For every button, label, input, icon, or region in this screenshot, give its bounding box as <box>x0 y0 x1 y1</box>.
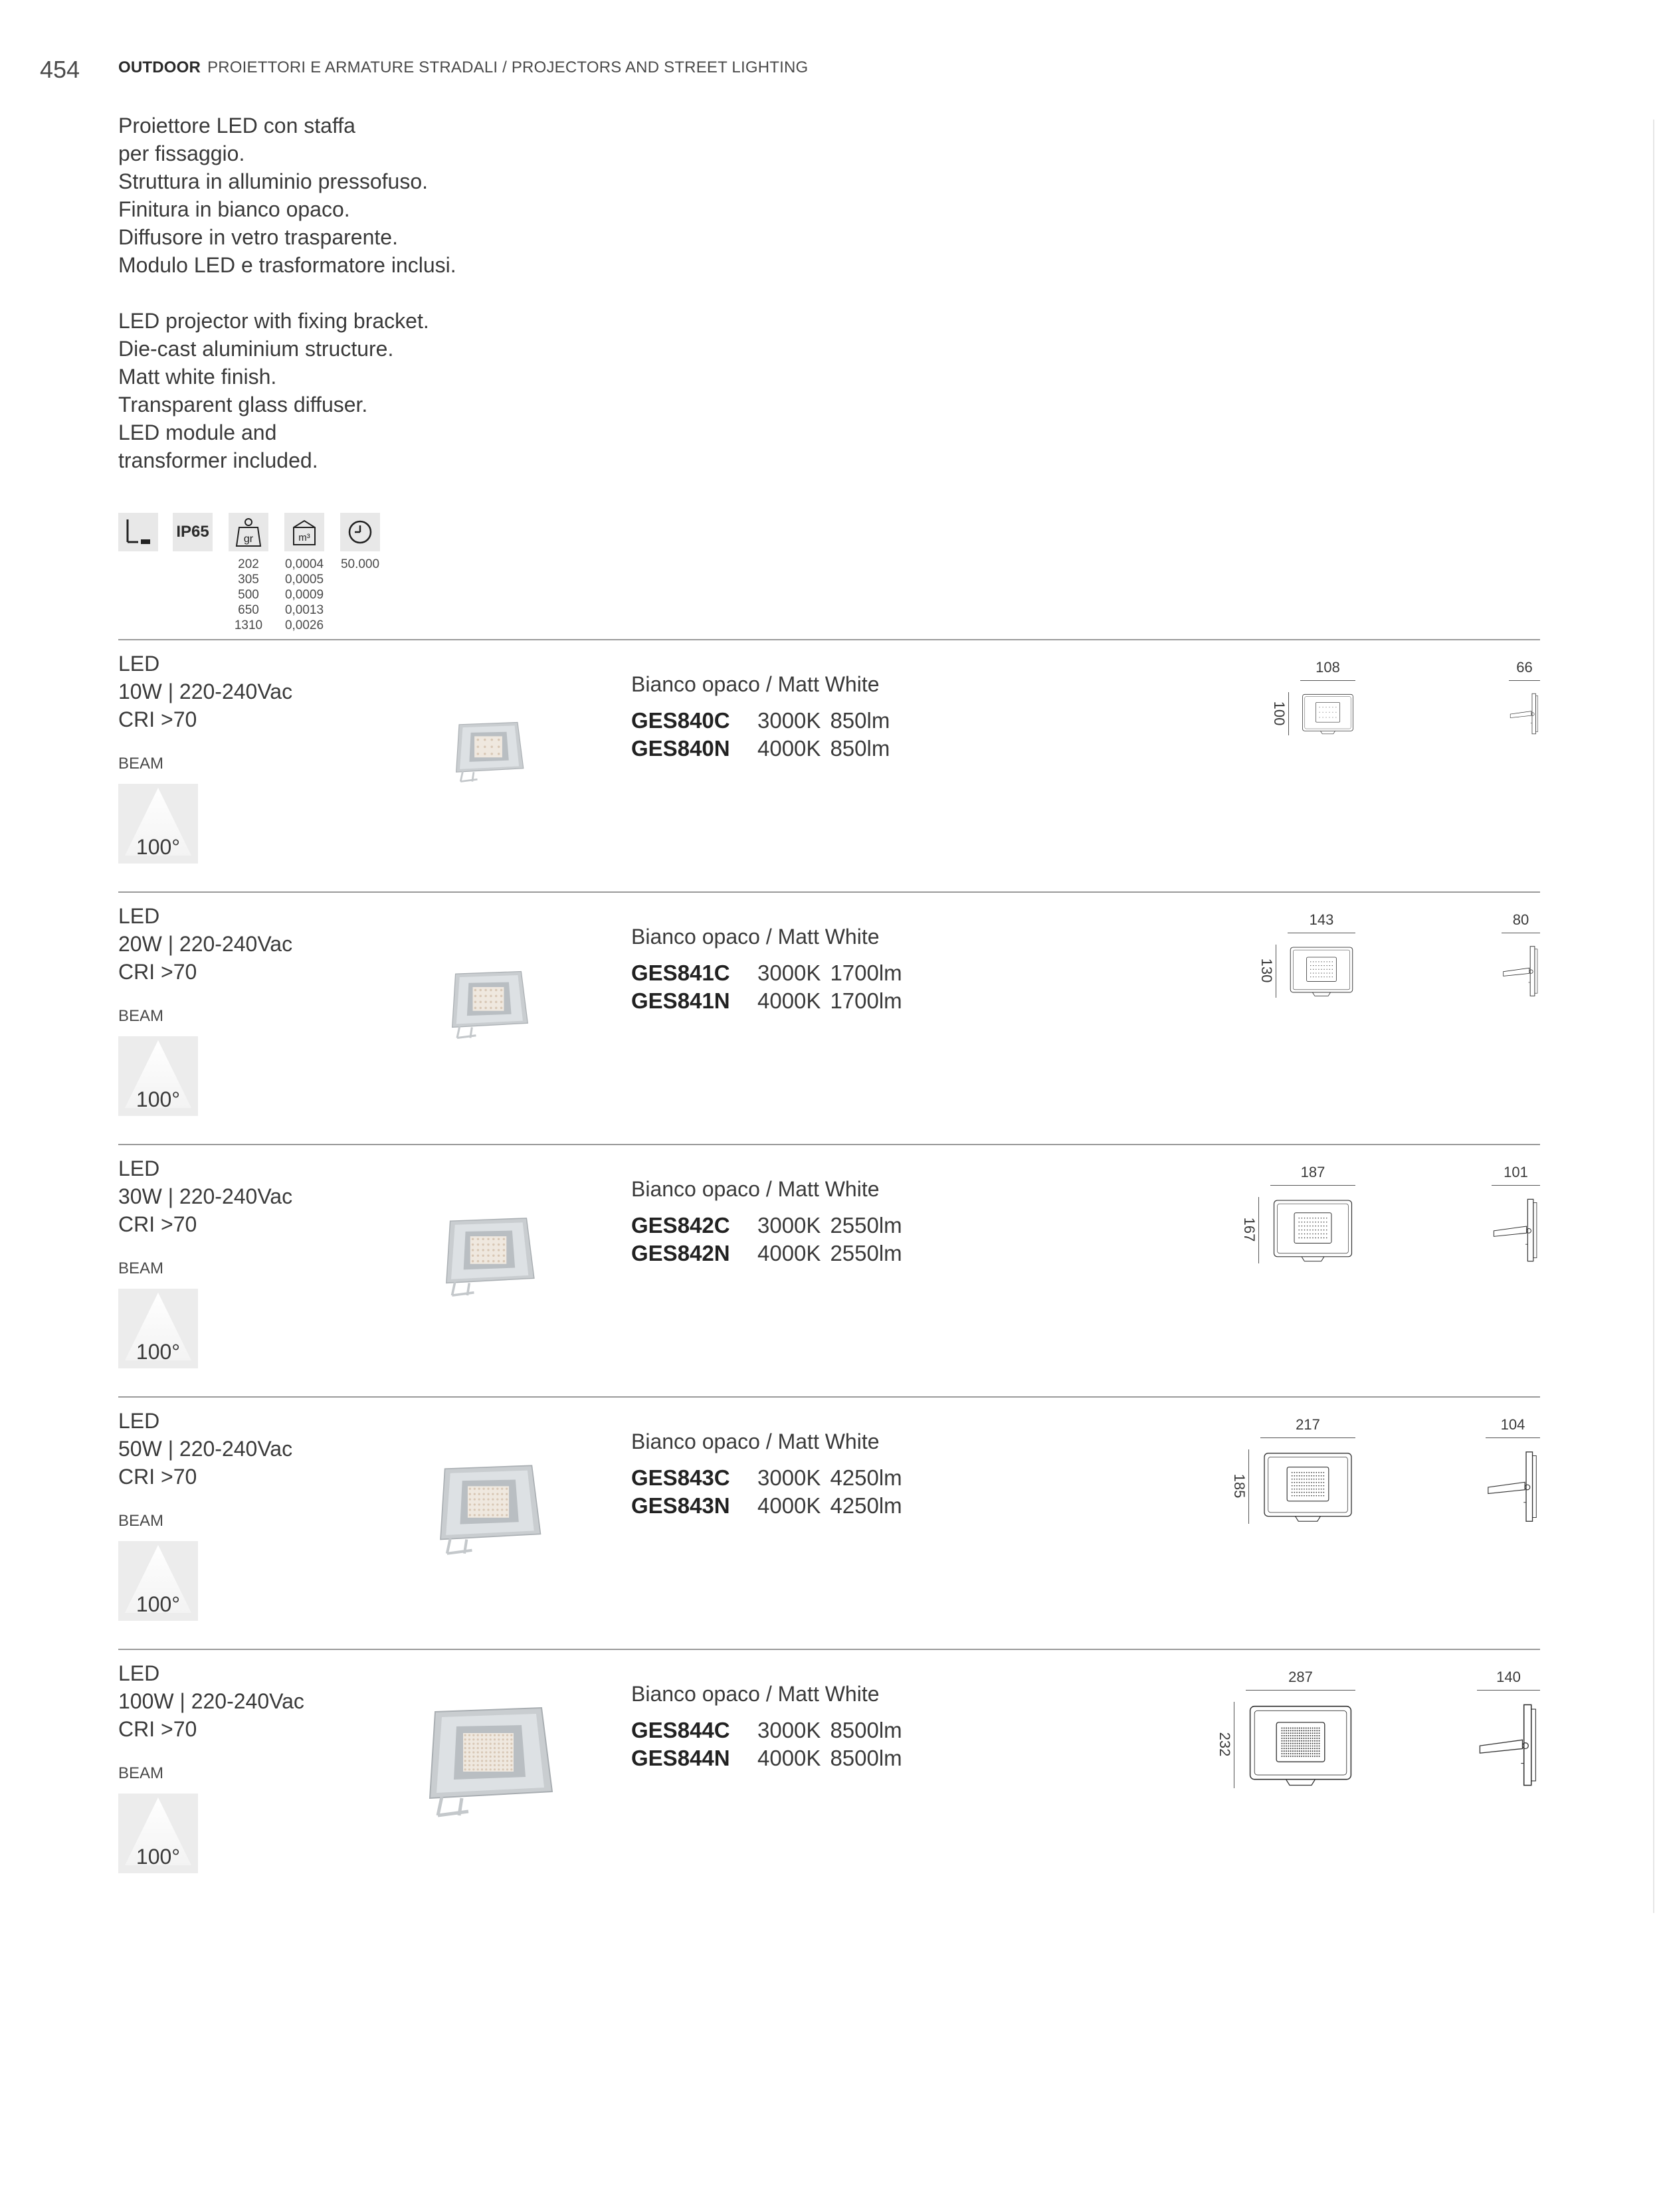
weight-value: 202 <box>238 557 259 571</box>
weight-value: 650 <box>238 603 259 617</box>
power-spec: 50W | 220-240Vac <box>118 1437 293 1461</box>
luminous-flux: 850lm <box>830 708 890 733</box>
front-view-drawing <box>1288 945 1355 998</box>
product-code: GES844C <box>631 1718 730 1742</box>
product-row <box>0 1396 1659 1649</box>
page-number: 454 <box>40 56 80 83</box>
volume-icon-label: m³ <box>298 532 310 543</box>
product-code: GES843C <box>631 1465 730 1490</box>
luminous-flux: 8500lm <box>830 1746 902 1770</box>
product-code-row <box>631 1746 912 1771</box>
luminous-flux: 8500lm <box>830 1718 902 1742</box>
luminous-flux: 1700lm <box>830 988 902 1013</box>
lifetime-value: 50.000 <box>340 557 380 571</box>
height-dimension: 167 <box>1241 1217 1258 1242</box>
clock-icon <box>340 513 380 551</box>
product-row <box>0 1144 1659 1396</box>
weight-value: 305 <box>238 573 259 587</box>
desc-line: per fissaggio. <box>118 141 245 165</box>
width-dimension-line <box>1300 680 1355 681</box>
luminous-flux: 1700lm <box>830 961 902 985</box>
cri-spec: CRI >70 <box>118 707 197 731</box>
width-dimension-line <box>1246 1690 1355 1691</box>
side-view-drawing <box>1502 945 1540 998</box>
description-italian <box>118 112 716 279</box>
power-spec: 100W | 220-240Vac <box>118 1689 304 1713</box>
side-view-drawing <box>1509 692 1540 735</box>
volume-value: 0,0004 <box>284 557 324 571</box>
finish-label: Bianco opaco / Matt White <box>631 925 880 949</box>
product-code-row <box>631 1493 912 1519</box>
depth-dimension: 66 <box>1516 659 1533 676</box>
beam-angle-value: 100° <box>136 1592 181 1616</box>
luminous-flux: 4250lm <box>830 1465 902 1490</box>
product-code: GES844N <box>631 1746 730 1770</box>
weight-value: 500 <box>238 588 259 602</box>
product-code-row <box>631 1718 912 1743</box>
product-code-row <box>631 961 912 986</box>
beam-angle-value: 100° <box>136 835 181 859</box>
product-code-row <box>631 1213 912 1238</box>
desc-line: Transparent glass diffuser. <box>118 393 368 416</box>
color-temperature: 4000K <box>757 1241 821 1265</box>
color-temperature: 4000K <box>757 1746 821 1770</box>
finish-label: Bianco opaco / Matt White <box>631 1682 880 1706</box>
volume-value: 0,0005 <box>284 573 324 587</box>
product-photo <box>434 1463 543 1556</box>
product-photo <box>447 970 530 1040</box>
depth-dimension: 80 <box>1512 911 1529 928</box>
section-title: OUTDOOR <box>118 58 201 76</box>
desc-line: Finitura in bianco opaco. <box>118 197 350 221</box>
cri-spec: CRI >70 <box>118 960 197 984</box>
light-source: LED <box>118 652 160 676</box>
width-dimension: 187 <box>1300 1164 1325 1180</box>
color-temperature: 3000K <box>757 708 821 733</box>
product-code: GES843N <box>631 1493 730 1518</box>
beam-angle-box <box>118 784 198 864</box>
height-dimension-line <box>1288 692 1289 735</box>
beam-label: BEAM <box>118 1259 164 1277</box>
weight-icon <box>229 513 268 551</box>
luminous-flux: 4250lm <box>830 1493 902 1518</box>
width-dimension-line <box>1270 1185 1355 1186</box>
light-source: LED <box>118 1661 160 1685</box>
cri-spec: CRI >70 <box>118 1717 197 1741</box>
color-temperature: 4000K <box>757 736 821 761</box>
height-dimension-line <box>1258 1197 1259 1263</box>
light-source: LED <box>118 1409 160 1433</box>
description-english <box>118 307 716 474</box>
beam-label: BEAM <box>118 1764 164 1782</box>
beam-angle-value: 100° <box>136 1087 181 1111</box>
product-code: GES841N <box>631 988 730 1013</box>
product-photo <box>452 721 525 783</box>
volume-value: 0,0013 <box>284 603 324 617</box>
power-spec: 10W | 220-240Vac <box>118 680 293 703</box>
depth-dimension-line <box>1509 680 1540 681</box>
side-view-drawing <box>1477 1702 1540 1788</box>
product-code: GES842N <box>631 1241 730 1265</box>
depth-dimension: 140 <box>1496 1669 1521 1685</box>
volume-value: 0,0026 <box>284 618 324 632</box>
product-code: GES840N <box>631 736 730 761</box>
light-source: LED <box>118 1156 160 1180</box>
weight-values <box>229 557 268 633</box>
product-row <box>0 1649 1659 1901</box>
beam-label: BEAM <box>118 1512 164 1530</box>
desc-line: Diffusore in vetro trasparente. <box>118 225 398 249</box>
depth-dimension-line <box>1477 1690 1540 1691</box>
beam-angle-box <box>118 1036 198 1116</box>
power-spec: 20W | 220-240Vac <box>118 932 293 956</box>
height-dimension-line <box>1248 1449 1249 1524</box>
product-code-row <box>631 708 899 733</box>
color-temperature: 3000K <box>757 1465 821 1490</box>
product-row <box>0 639 1659 891</box>
width-dimension: 217 <box>1296 1416 1320 1433</box>
product-code-row <box>631 1465 912 1491</box>
product-row <box>0 891 1659 1144</box>
width-dimension: 108 <box>1316 659 1340 676</box>
product-code-row <box>631 988 912 1014</box>
luminous-flux: 850lm <box>830 736 890 761</box>
beam-angle-box <box>118 1794 198 1873</box>
power-spec: 30W | 220-240Vac <box>118 1184 293 1208</box>
front-view-drawing <box>1300 692 1355 735</box>
beam-label: BEAM <box>118 1007 164 1025</box>
beam-label: BEAM <box>118 755 164 773</box>
color-temperature: 3000K <box>757 961 821 985</box>
front-view-drawing <box>1270 1197 1355 1263</box>
desc-line: LED module and <box>118 420 277 444</box>
product-photo <box>422 1705 555 1818</box>
color-temperature: 3000K <box>757 1718 821 1742</box>
depth-dimension-line <box>1486 1437 1540 1438</box>
product-code-row <box>631 1241 912 1266</box>
product-code-row <box>631 736 899 761</box>
depth-dimension: 104 <box>1500 1416 1525 1433</box>
desc-line: transformer included. <box>118 448 318 472</box>
lifetime-values <box>334 557 387 572</box>
desc-line: Struttura in alluminio pressofuso. <box>118 169 428 193</box>
desc-line: Modulo LED e trasformatore inclusi. <box>118 253 456 277</box>
product-photo <box>440 1216 536 1297</box>
width-dimension-line <box>1260 1437 1355 1438</box>
beam-angle-box <box>118 1289 198 1368</box>
product-code: GES840C <box>631 708 730 733</box>
depth-dimension-line <box>1492 1185 1540 1186</box>
side-view-drawing <box>1492 1197 1540 1263</box>
volume-value: 0,0009 <box>284 588 324 602</box>
volume-icon <box>284 513 324 551</box>
ip-rating-label: IP65 <box>176 523 209 541</box>
finish-label: Bianco opaco / Matt White <box>631 672 880 696</box>
color-temperature: 4000K <box>757 988 821 1013</box>
wall-mount-icon <box>118 513 158 551</box>
product-code: GES841C <box>631 961 730 985</box>
luminous-flux: 2550lm <box>830 1241 902 1265</box>
color-temperature: 4000K <box>757 1493 821 1518</box>
luminous-flux: 2550lm <box>830 1213 902 1238</box>
desc-line: Die-cast aluminium structure. <box>118 337 394 361</box>
desc-line: LED projector with fixing bracket. <box>118 309 429 333</box>
finish-label: Bianco opaco / Matt White <box>631 1429 880 1453</box>
page-header <box>118 58 808 77</box>
width-dimension: 287 <box>1288 1669 1313 1685</box>
product-code: GES842C <box>631 1213 730 1238</box>
color-temperature: 3000K <box>757 1213 821 1238</box>
weight-value: 1310 <box>234 618 263 632</box>
section-subtitle: PROIETTORI E ARMATURE STRADALI / PROJECTORS AND STREET LIGHTING <box>207 58 809 76</box>
light-source: LED <box>118 904 160 928</box>
front-view-drawing <box>1246 1702 1355 1788</box>
weight-icon-label: gr <box>243 533 254 545</box>
height-dimension: 130 <box>1258 958 1275 983</box>
beam-angle-box <box>118 1541 198 1621</box>
cri-spec: CRI >70 <box>118 1212 197 1236</box>
height-dimension: 185 <box>1231 1473 1248 1499</box>
finish-label: Bianco opaco / Matt White <box>631 1177 880 1201</box>
height-dimension: 232 <box>1217 1732 1233 1757</box>
volume-values <box>278 557 331 633</box>
ip-rating-badge <box>173 513 213 551</box>
desc-line: Proiettore LED con staffa <box>118 114 355 138</box>
beam-angle-value: 100° <box>136 1845 181 1869</box>
height-dimension: 100 <box>1271 701 1288 725</box>
width-dimension: 143 <box>1309 911 1334 928</box>
cri-spec: CRI >70 <box>118 1465 197 1489</box>
side-view-drawing <box>1486 1449 1540 1524</box>
front-view-drawing <box>1260 1449 1355 1524</box>
beam-angle-value: 100° <box>136 1340 181 1364</box>
depth-dimension: 101 <box>1504 1164 1528 1180</box>
desc-line: Matt white finish. <box>118 365 277 389</box>
